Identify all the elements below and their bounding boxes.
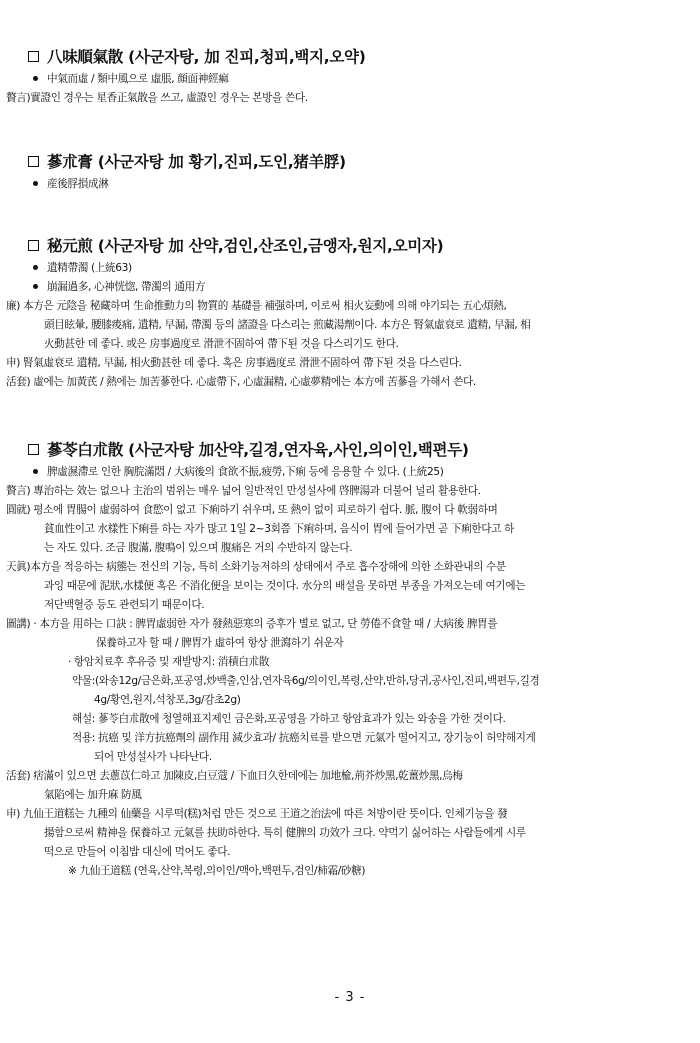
text-line: 는 자도 있다. 조금 腹滿, 腹鳴이 있으며 腹痛은 거의 수반하지 않는다. <box>44 542 353 554</box>
bullet-icon <box>33 265 38 270</box>
text-line: 되어 만성설사가 나타난다. <box>94 751 212 763</box>
text-line: · 항암치료후 후유증 및 재발방지: 消積白朮散 <box>68 656 270 668</box>
text-line: 廉) 本方은 元陰을 秘藏하며 生命推動力의 物質的 基礎를 補强하며, 이로써 相火妄動에 의해 야기되는 五心煩熱, <box>6 300 507 312</box>
section-samnyeong-baekchul-san <box>28 438 678 460</box>
text-line: 4g/황연,원지,석창포,3g/감초2g) <box>94 694 241 706</box>
bullet-line: 崩漏過多, 心神恍惚, 帶濁의 通用方 <box>28 278 678 297</box>
checkbox-square-icon <box>28 156 39 167</box>
bullet-line: 中氣而虛 / 類中風으로 虛脹, 顔面神經痲 <box>28 70 678 89</box>
text-line: 申) 腎氣虛衰로 遺精, 早漏, 相火動甚한 데 좋다. 혹은 房事過度로 滑泄不固하여 帶下된 것을 다스린다. <box>6 357 462 369</box>
bullet-icon <box>33 284 38 289</box>
text-line: 揚함으로써 精神을 保養하고 元氣를 扶助하한다. 특히 健脾의 功效가 크다. 약먹기 싫어하는 사람들에게 시루 <box>44 827 526 839</box>
bullet-line: 遺精帶濁 (上統63) <box>28 259 678 278</box>
section-body <box>6 259 678 392</box>
text-line: 天眞)本方을 적응하는 病態는 전신의 기능, 특히 소화기능저하의 상태에서 주로 흡수장해에 의한 소화관내의 수분 <box>6 561 506 573</box>
text-line: 贅言) 專治하는 效는 없으나 主治의 범위는 매우 넓어 일반적인 만성설사에 啓脾湯과 더불어 널리 활용한다. <box>6 485 481 497</box>
text-line: 火動甚한 데 좋다. 或은 房事過度로 滑泄不固하여 帶下된 것을 다스리기도 한다. <box>44 338 399 350</box>
text-line: 圖講) · 本方을 用하는 口訣 : 脾胃虛弱한 자가 發熱惡寒의 증후가 별로 없고, 단 勞倦不食할 때 / 大病後 脾胃를 <box>6 618 498 630</box>
text-line: 적용: 抗癌 및 洋方抗癌劑의 副作用 減少효과/ 抗癌치료를 받으면 元氣가 떨어지고, 장기능이 허약해지게 <box>72 732 536 744</box>
text-line: 圓就) 평소에 胃腸이 虛弱하여 食慾이 없고 下痢하기 쉬우며, 또 熱이 없이 피로하기 쉽다. 脈, 腹이 다 軟弱하며 <box>6 504 498 516</box>
section-body <box>6 463 678 881</box>
bullet-line: 脾虛濕滯로 인한 胸脘滿悶 / 大病後의 食欲不振,疲勞,下痢 등에 응용할 수 있다. (上統25) <box>28 463 678 482</box>
bullet-icon <box>33 469 38 474</box>
section-title: 八味順氣散 (사군자탕, 加 진피,청피,백지,오약) <box>28 45 678 67</box>
bullet-icon <box>33 76 38 81</box>
text-line: ※ 九仙王道糕 (연육,산약,복령,의이인/맥아,백편두,검인/柿霜/砂糖) <box>68 865 366 877</box>
section-title: 蔘苓白朮散 (사군자탕 加산약,길경,연자육,사인,의이인,백편두) <box>28 438 678 460</box>
section-samchul-go <box>28 150 678 172</box>
bullet-icon <box>33 181 38 186</box>
text-line: 贅言)實證인 경우는 星香正氣散을 쓰고, 虛證인 경우는 본방을 쓴다. <box>6 92 308 104</box>
text-line: 活套) 痞滿이 있으면 去蔥苡仁하고 加陳皮,白豆蔻 / 下血日久한데에는 加地楡,荊芥炒黑,乾薑炒黑,烏梅 <box>6 770 463 782</box>
section-body <box>28 175 678 194</box>
page-number: - 3 - <box>334 990 366 1005</box>
section-biwon-jeon <box>28 234 678 256</box>
text-line: 活套) 虛에는 加黃芪 / 熱에는 加苦蔘한다. 心虛帶下, 心虛漏精, 心虛夢精에는 本方에 苦蔘을 가해서 쓴다. <box>6 376 476 388</box>
bullet-line: 産後脬損成淋 <box>28 175 678 194</box>
section-title: 蔘朮膏 (사군자탕 加 황기,진피,도인,猪羊脬) <box>28 150 678 172</box>
text-line: 保養하고자 할 때 / 脾胃가 虛하여 항상 泄瀉하기 쉬운자 <box>96 637 344 649</box>
section-body <box>6 70 678 108</box>
text-line: 저단백혈증 등도 관련되기 때문이다. <box>44 599 205 611</box>
section-palmi-sungi-san <box>28 45 678 67</box>
text-line: 頭目眩暈, 腰膝痠痛, 遺精, 早漏, 帶濁 등의 諸證을 다스리는 煎藏湯劑이다. 本方은 腎氣虛衰로 遺精, 早漏, 相 <box>44 319 531 331</box>
text-line: 申) 九仙王道糕는 九種의 仙藥을 시루떡(糕)처럼 만든 것으로 王道之治法에 따른 처방이란 뜻이다. 인체기능을 發 <box>6 808 508 820</box>
checkbox-square-icon <box>28 240 39 251</box>
text-line: 貧血性이고 水樣性下痢를 하는 자가 많고 1일 2~3회쯤 下痢하며, 음식이 胃에 들어가면 곧 下痢한다고 하 <box>44 523 514 535</box>
section-title: 秘元煎 (사군자탕 加 산약,검인,산조인,금앵자,원지,오미자) <box>28 234 678 256</box>
checkbox-square-icon <box>28 444 39 455</box>
text-line: 과잉 때문에 泥狀,水樣便 혹은 不消化便을 보이는 것이다. 水分의 배설을 못하면 부종을 가져오는데 여기에는 <box>44 580 526 592</box>
text-line: 떡으로 만들어 이침밥 대신에 먹어도 좋다. <box>44 846 231 858</box>
checkbox-square-icon <box>28 51 39 62</box>
text-line: 氣陷에는 加升麻 防風 <box>44 789 142 801</box>
text-line: 해설: 蔘苓白朮散에 청열해표지제인 금은화,포공영을 가하고 항암효과가 있는 와송을 가한 것이다. <box>72 713 506 725</box>
text-line: 약물:(와송12g/금은화,포공영,炒백출,인삼,연자육6g/의이인,복령,산약,반하,당귀,공사인,진피,백편두,길경 <box>72 675 540 687</box>
